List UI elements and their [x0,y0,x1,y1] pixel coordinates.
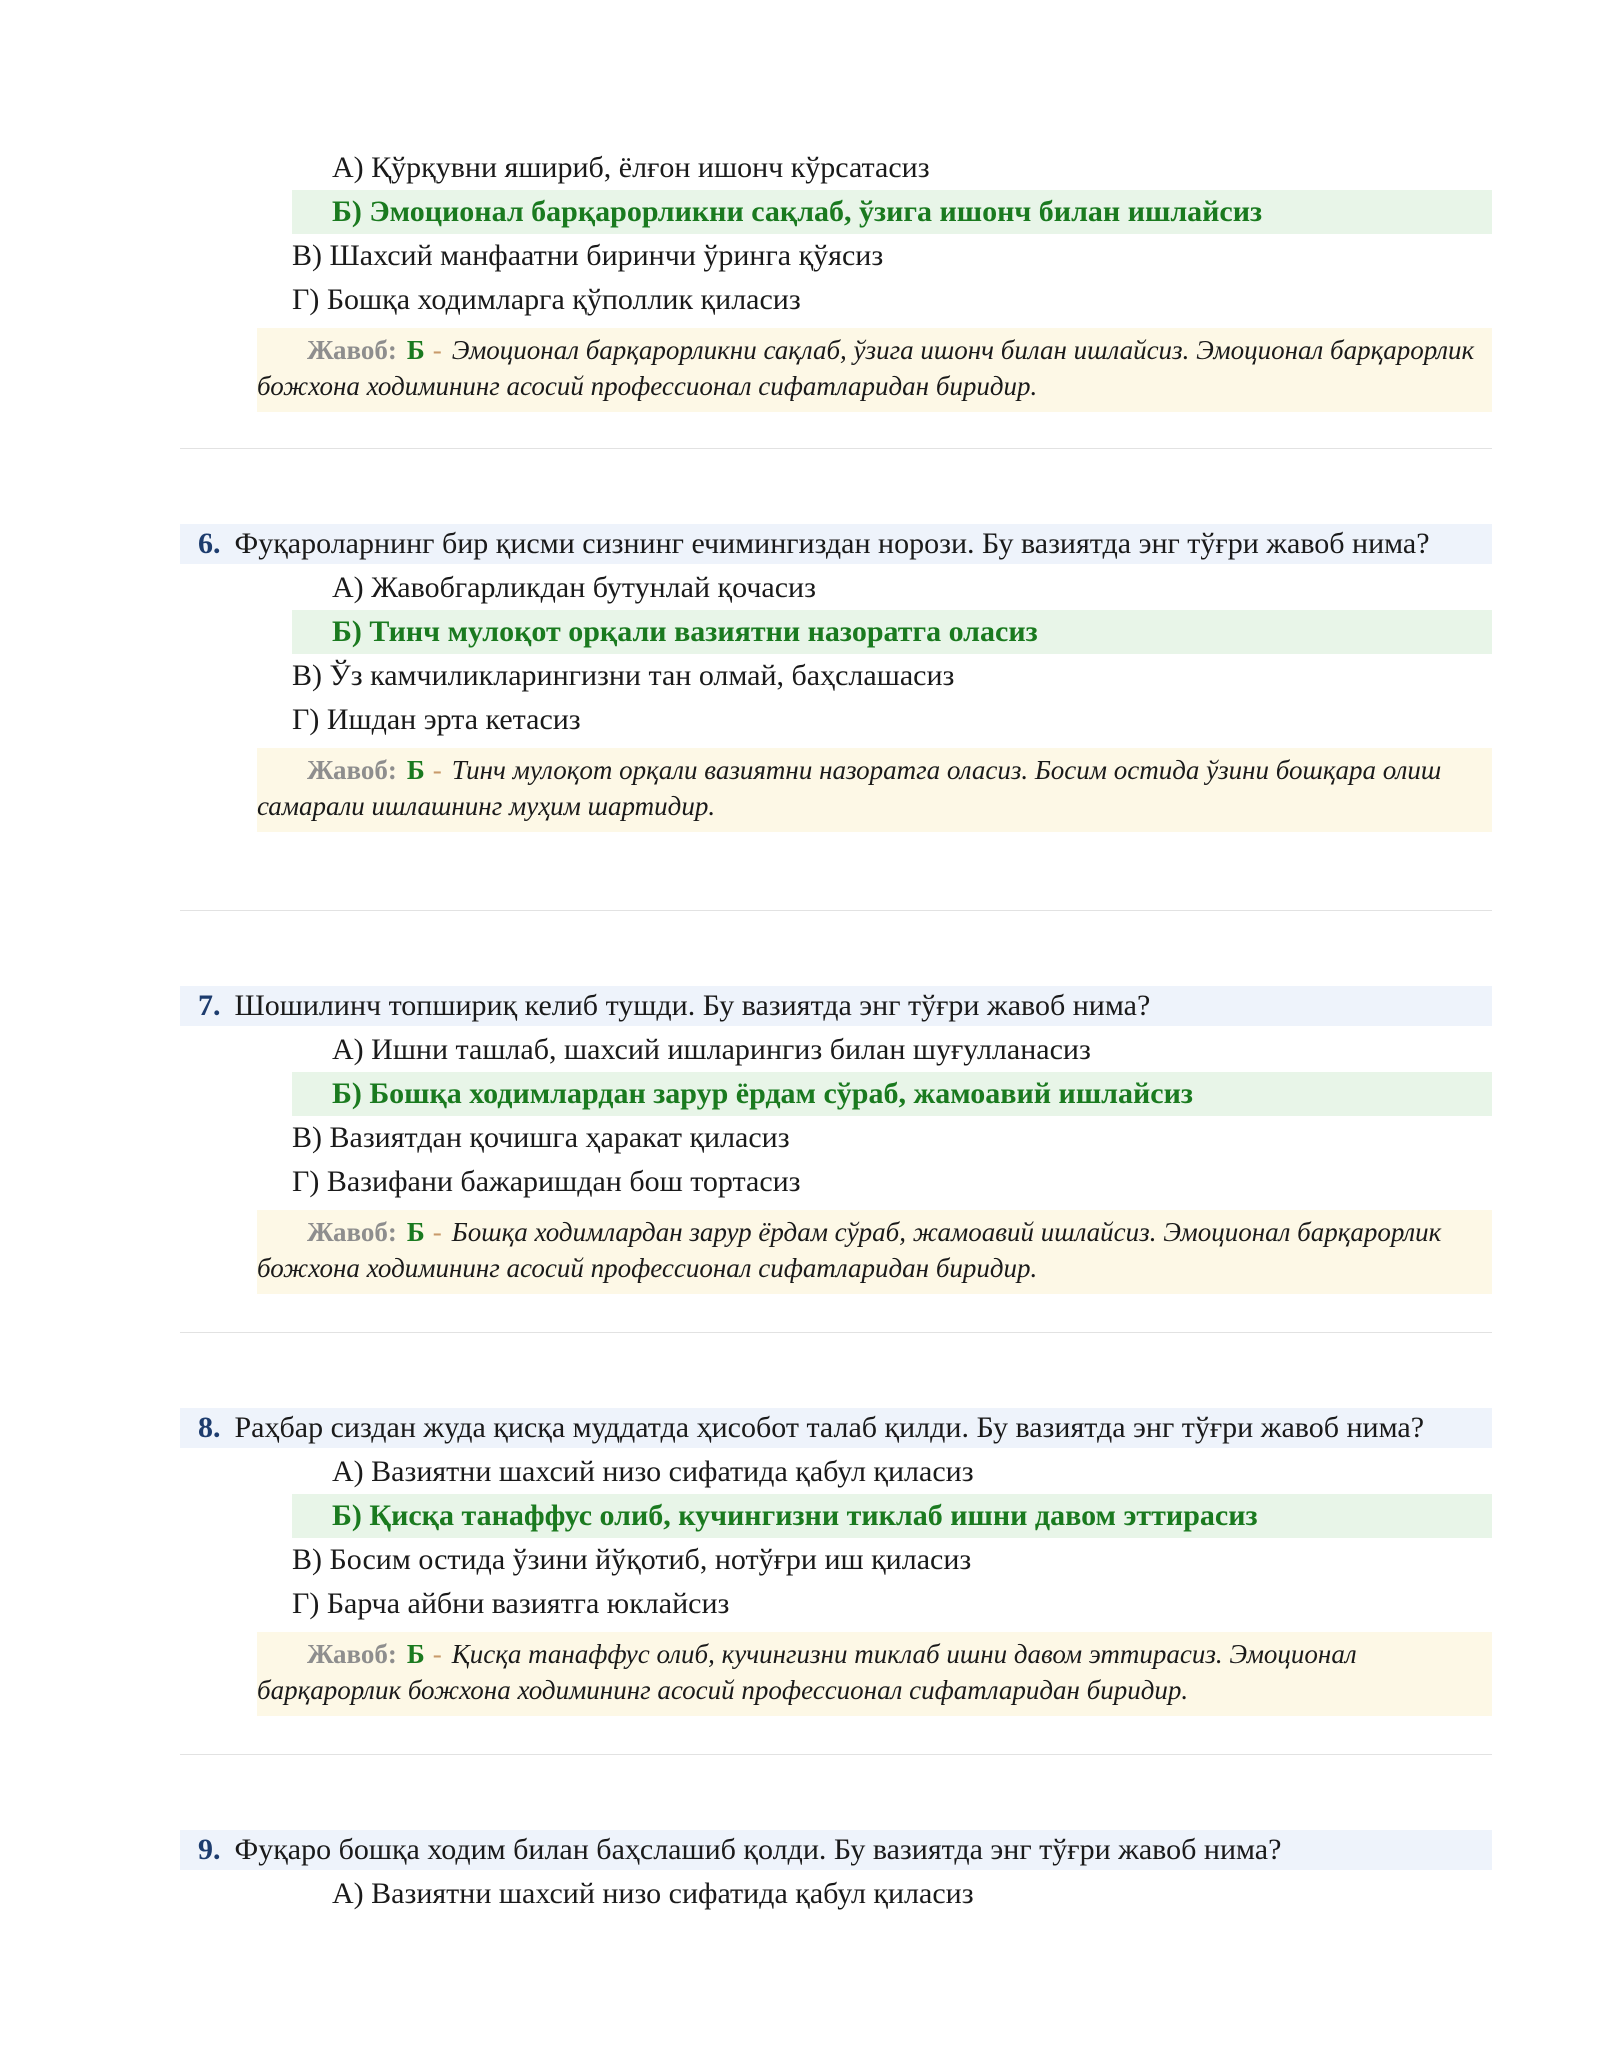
answer-label: Жавоб: [307,1217,397,1247]
question-text: 8. Раҳбар сиздан жуда қисқа муддатда ҳисобот талаб қилди. Бу вазиятда энг тўғри жавоб нима? [180,1408,1492,1448]
option-d: Г) Вазифани бажаришдан бош тортасиз [292,1165,801,1198]
question-6 [180,524,1492,832]
answer-label: Жавоб: [307,1639,397,1669]
answer-dash: - [432,755,442,785]
answer-letter: Б [406,1217,425,1247]
option-d: Г) Ишдан эрта кетасиз [292,703,581,736]
answer-dash: - [432,1217,442,1247]
question-number: 8. [198,1411,221,1444]
answer-text: Тинч мулоқот орқали вазиятни назоратга оласиз. Босим остида ўзини бошқара олиш самарали ишлашнинг муҳим шартидир. [257,755,1442,821]
answer-letter: Б [406,755,425,785]
option-b-correct: Б) Бошқа ходимлардан зарур ёрдам сўраб, жамоавий ишлайсиз [292,1072,1492,1116]
answer-box [257,748,1492,832]
option-a: А) Жавобгарликдан бутунлай қочасиз [332,571,816,604]
question-number: 6. [198,527,221,560]
option-d: Г) Бошқа ходимларга қўполлик қиласиз [292,283,801,316]
answer-box [257,328,1492,412]
option-c: В) Шахсий манфаатни биринчи ўринга қўясиз [292,239,884,272]
divider [180,448,1492,449]
option-a: А) Вазиятни шахсий низо сифатида қабул қиласиз [332,1455,974,1488]
answer-dash: - [432,1639,442,1669]
option-c: В) Босим остида ўзини йўқотиб, нотўғри иш қиласиз [292,1543,972,1576]
option-a: А) Вазиятни шахсий низо сифатида қабул қиласиз [332,1877,974,1910]
question-number: 7. [198,989,221,1022]
option-a: А) Ишни ташлаб, шахсий ишларингиз билан шуғулланасиз [332,1033,1091,1066]
divider [180,910,1492,911]
option-d: Г) Барча айбни вазиятга юклайсиз [292,1587,730,1620]
question-text: 7. Шошилинч топшириқ келиб тушди. Бу вазиятда энг тўғри жавоб нима? [180,986,1492,1026]
answer-dash: - [432,335,442,365]
answer-text: Эмоционал барқарорликни сақлаб, ўзига ишонч билан ишлайсиз. Эмоционал барқарорлик божхона ходимининг асосий профессионал сифатларидан биридир. [257,335,1475,401]
answer-text: Бошқа ходимлардан зарур ёрдам сўраб, жамоавий ишлайсиз. Эмоционал барқарорлик божхона ходимининг асосий профессионал сифатларидан биридир. [257,1217,1442,1283]
question-8 [180,1408,1492,1716]
divider [180,1332,1492,1333]
question-9 [180,1830,1492,1916]
option-a: А) Қўрқувни яшириб, ёлғон ишонч кўрсатасиз [332,151,930,184]
option-c: В) Вазиятдан қочишга ҳаракат қиласиз [292,1121,790,1154]
answer-box [257,1632,1492,1716]
option-b-correct: Б) Тинч мулоқот орқали вазиятни назоратга оласиз [292,610,1492,654]
question-5-tail [180,146,1492,412]
question-number: 9. [198,1833,221,1866]
answer-letter: Б [406,335,425,365]
divider [180,1754,1492,1755]
answer-letter: Б [406,1639,425,1669]
option-b-correct: Б) Қисқа танаффус олиб, кучингизни тиклаб ишни давом эттирасиз [292,1494,1492,1538]
question-text: 6. Фуқароларнинг бир қисми сизнинг ечимингиздан норози. Бу вазиятда энг тўғри жавоб нима? [180,524,1492,564]
answer-box [257,1210,1492,1294]
answer-label: Жавоб: [307,755,397,785]
option-c: В) Ўз камчиликларингизни тан олмай, баҳслашасиз [292,659,955,692]
question-7 [180,986,1492,1294]
question-text: 9. Фуқаро бошқа ходим билан баҳслашиб қолди. Бу вазиятда энг тўғри жавоб нима? [180,1830,1492,1870]
answer-text: Қисқа танаффус олиб, кучингизни тиклаб ишни давом эттирасиз. Эмоционал барқарорлик божхона ходимининг асосий профессионал сифатларидан биридир. [257,1639,1357,1705]
option-b-correct: Б) Эмоционал барқарорликни сақлаб, ўзига ишонч билан ишлайсиз [292,190,1492,234]
answer-label: Жавоб: [307,335,397,365]
